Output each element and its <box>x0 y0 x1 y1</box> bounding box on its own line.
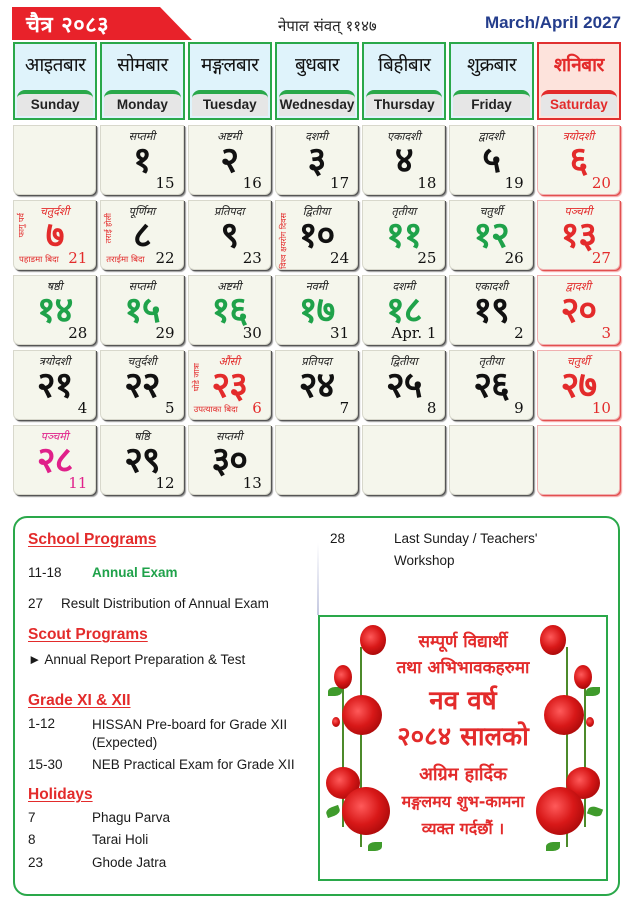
weekday-english-label: Sunday <box>17 90 93 116</box>
holiday-item <box>28 810 313 828</box>
bs-date-number: १६ <box>211 290 247 331</box>
event-text: Tarai Holi <box>92 832 149 847</box>
calendar-day-cell[interactable] <box>362 350 445 420</box>
ad-date-number: 30 <box>242 324 262 342</box>
event-text: Result Distribution of Annual Exam <box>61 596 269 611</box>
ad-date-number: 21 <box>68 249 88 267</box>
calendar-day-cell[interactable] <box>13 350 96 420</box>
tithi-label: चतुर्दशी <box>127 355 157 368</box>
bs-date-number: ३० <box>211 440 247 481</box>
weekday-english-label: Thursday <box>366 90 442 116</box>
event-date: 28 <box>330 531 346 546</box>
tithi-label: त्रयोदशी <box>562 130 595 143</box>
bs-date-number: ६ <box>569 140 588 181</box>
tithi-label: अष्टमी <box>217 130 242 143</box>
weekday-wednesday <box>275 42 359 120</box>
tithi-label: द्वादशी <box>478 130 504 143</box>
greeting-line: मङ्गलमय शुभ-कामना <box>401 792 525 811</box>
tithi-label: सप्तमी <box>215 430 243 443</box>
school-programs-heading: School Programs <box>28 531 157 548</box>
calendar-day-cell[interactable] <box>13 200 96 270</box>
ad-date-number: 24 <box>330 249 350 267</box>
calendar-day-cell[interactable] <box>100 350 183 420</box>
ad-date-number: 7 <box>339 399 350 417</box>
bs-date-number: २० <box>560 290 597 331</box>
calendar-day-cell[interactable] <box>100 125 183 195</box>
bs-date-number: ३ <box>307 140 326 181</box>
calendar-day-cell[interactable] <box>449 125 532 195</box>
tithi-label: पञ्चमी <box>564 205 593 218</box>
calendar-day-cell[interactable] <box>275 200 358 270</box>
calendar-day-cell[interactable] <box>275 125 358 195</box>
calendar-day-cell[interactable] <box>100 275 183 345</box>
tithi-label: नवमी <box>305 280 328 293</box>
scout-programs-heading: Scout Programs <box>28 626 148 643</box>
ad-date-number: 28 <box>68 324 88 342</box>
weekday-saturday <box>537 42 621 120</box>
calendar-grid <box>13 123 621 498</box>
calendar-day-cell[interactable] <box>449 350 532 420</box>
tithi-label: चतुर्थी <box>479 205 503 218</box>
nepal-sambat-year: नेपाल संवत् ११४७ <box>278 17 377 35</box>
calendar-day-cell[interactable] <box>537 200 620 270</box>
weekday-nepali-label: शुक्रबार <box>467 54 517 76</box>
event-text: Phagu Parva <box>92 810 171 825</box>
ad-date-number: 23 <box>242 249 262 267</box>
bs-date-number: २६ <box>473 365 509 406</box>
bs-date-number: १५ <box>124 290 160 331</box>
event-text: HISSAN Pre-board for Grade XII (Expected) <box>92 717 288 750</box>
grade-programs-heading: Grade XI & XII <box>28 692 131 709</box>
greeting-line: सम्पूर्ण विद्यार्थी <box>418 632 508 652</box>
ad-date-number: 26 <box>504 249 524 267</box>
weekday-english-label: Wednesday <box>279 90 355 116</box>
weekday-nepali-label: मङ्गलबार <box>201 54 259 76</box>
bs-date-number: २ <box>220 140 239 181</box>
school-program-item <box>28 565 308 583</box>
event-side-label: फागु पर्व <box>17 213 26 238</box>
calendar-day-cell[interactable] <box>188 125 271 195</box>
tithi-label: एकादशी <box>474 280 508 293</box>
new-year-greeting-card <box>318 615 608 881</box>
weekday-english-label: Friday <box>453 90 529 116</box>
ad-date-number: 8 <box>426 399 437 417</box>
calendar-day-cell[interactable] <box>275 275 358 345</box>
bs-date-number: २१ <box>36 365 73 406</box>
weekday-nepali-label: आइतबार <box>24 54 86 76</box>
event-date: 11-18 <box>28 565 62 580</box>
ad-date-number: 22 <box>155 249 175 267</box>
ad-date-number: 27 <box>591 249 611 267</box>
weekday-sunday <box>13 42 97 120</box>
tithi-label: पञ्चमी <box>40 430 69 443</box>
event-text: NEB Practical Exam for Grade XII <box>92 757 295 772</box>
ad-date-number: 11 <box>68 474 88 492</box>
weekday-monday <box>100 42 184 120</box>
bs-date-number: ११ <box>386 215 422 256</box>
tithi-label: एकादशी <box>387 130 421 143</box>
school-program-item <box>330 531 600 571</box>
ad-date-number: 31 <box>330 324 350 342</box>
ad-date-number: 15 <box>155 174 175 192</box>
ad-date-number: 12 <box>155 474 175 492</box>
calendar-day-cell[interactable] <box>537 350 620 420</box>
calendar-day-cell[interactable] <box>100 200 183 270</box>
event-date: 8 <box>28 832 36 847</box>
event-side-label: घोडे जात्रा <box>191 363 201 392</box>
weekday-thursday <box>362 42 446 120</box>
greeting-line: व्यक्त गर्दछौं । <box>421 819 505 838</box>
weekday-english-label: Monday <box>104 90 180 116</box>
ad-date-number: 13 <box>242 474 262 492</box>
holiday-note: तराईमा बिदा <box>106 255 145 265</box>
bs-date-number: १२ <box>473 215 509 256</box>
calendar-day-cell[interactable] <box>13 275 96 345</box>
weekday-nepali-label: बुधबार <box>294 54 340 76</box>
tithi-label: द्वितीया <box>302 205 331 218</box>
holiday-note: उपत्याका बिदा <box>193 405 238 415</box>
holiday-note: पहाडमा बिदा <box>19 255 59 265</box>
calendar-day-cell[interactable] <box>449 275 532 345</box>
ad-date-number: 18 <box>417 174 437 192</box>
holiday-item <box>28 855 313 873</box>
bs-date-number: १३ <box>560 215 597 256</box>
ad-date-number: 20 <box>591 174 611 192</box>
grade-program-item <box>28 757 313 775</box>
calendar-day-cell[interactable] <box>362 275 445 345</box>
calendar-day-cell[interactable] <box>537 125 620 195</box>
bs-date-number: २९ <box>124 440 160 481</box>
event-text: Last Sunday / Teachers' Workshop <box>394 531 538 568</box>
tithi-label: औंसी <box>218 355 240 368</box>
greeting-line: तथा अभिभावकहरुमा <box>396 658 530 678</box>
tithi-label: त्रयोदशी <box>38 355 71 368</box>
calendar-day-cell[interactable] <box>100 425 183 495</box>
greeting-line: अग्रिम हार्दिक <box>419 764 507 785</box>
tithi-label: तृतीया <box>478 355 504 368</box>
bs-date-number: २२ <box>124 365 160 406</box>
calendar-day-cell[interactable] <box>537 275 620 345</box>
event-side-label: तराई होली <box>104 213 114 244</box>
column-divider <box>317 543 319 615</box>
bs-date-number: ८ <box>133 215 151 256</box>
tithi-label: सप्तमी <box>128 130 156 143</box>
event-text: Annual Exam <box>92 565 178 580</box>
scout-program-item <box>28 652 318 670</box>
bs-date-number: २४ <box>298 365 335 406</box>
event-date: 23 <box>28 855 44 870</box>
weekday-friday <box>449 42 533 120</box>
bs-date-number: २७ <box>560 365 597 406</box>
ad-date-number: 2 <box>514 324 524 342</box>
bs-date-number: ५ <box>482 140 500 181</box>
ad-date-number: 29 <box>155 324 175 342</box>
weekday-nepali-label: शनिबार <box>553 54 604 76</box>
event-date: 7 <box>28 810 36 825</box>
ad-date-number: 5 <box>165 399 175 417</box>
tithi-label: चतुर्थी <box>566 355 590 368</box>
event-text: ► Annual Report Preparation & Test <box>28 652 246 667</box>
bs-date-number: १० <box>298 215 335 256</box>
tithi-label: सप्तमी <box>128 280 156 293</box>
month-title: चैत्र २०८३ <box>26 13 110 38</box>
calendar-day-cell[interactable] <box>188 425 271 495</box>
tithi-label: चतुर्दशी <box>39 205 70 218</box>
greeting-line: २०८४ सालको <box>397 722 529 752</box>
holiday-item <box>28 832 313 850</box>
greeting-line: नव वर्ष <box>429 686 497 716</box>
bs-date-number: १४ <box>36 290 73 331</box>
calendar-day-cell[interactable] <box>188 200 271 270</box>
school-program-item <box>28 596 318 614</box>
tithi-label: पूर्णिमा <box>128 205 156 218</box>
gregorian-month-title: March/April 2027 <box>484 13 621 32</box>
calendar-day-cell[interactable] <box>362 125 445 195</box>
event-date: 15-30 <box>28 757 63 772</box>
bs-date-number: १९ <box>473 290 509 331</box>
ad-date-number: Apr. 1 <box>391 324 437 342</box>
calendar-empty-cell <box>362 425 445 495</box>
tithi-label: षष्ठि <box>134 430 150 443</box>
tithi-label: प्रतिपदा <box>214 205 245 218</box>
event-side-label: विश्व क्षयरोग दिवस <box>278 213 288 269</box>
calendar-empty-cell <box>275 425 358 495</box>
weekday-tuesday <box>188 42 272 120</box>
grade-program-item <box>28 716 313 752</box>
calendar-empty-cell <box>13 125 96 195</box>
weekday-english-label: Tuesday <box>192 90 268 116</box>
holidays-heading: Holidays <box>28 786 93 803</box>
bs-date-number: १ <box>133 140 151 181</box>
bs-date-number: १८ <box>386 290 422 331</box>
tithi-label: दशमी <box>392 280 416 293</box>
calendar-empty-cell <box>537 425 620 495</box>
calendar-day-cell[interactable] <box>449 200 532 270</box>
weekday-english-label: Saturday <box>541 90 617 116</box>
ad-date-number: 9 <box>514 399 524 417</box>
tithi-label: प्रतिपदा <box>301 355 332 368</box>
tithi-label: अष्टमी <box>217 280 242 293</box>
tithi-label: तृतीया <box>391 205 417 218</box>
ad-date-number: 4 <box>77 399 88 417</box>
bs-date-number: २५ <box>386 365 422 406</box>
event-date: 27 <box>28 596 44 611</box>
bs-date-number: १७ <box>298 290 335 331</box>
bs-date-number: २३ <box>211 365 247 406</box>
ad-date-number: 3 <box>601 324 611 342</box>
ad-date-number: 19 <box>504 174 524 192</box>
programs-panel <box>13 516 620 896</box>
ad-date-number: 10 <box>591 399 611 417</box>
ad-date-number: 6 <box>252 399 262 417</box>
bs-date-number: ४ <box>394 140 413 181</box>
calendar-day-cell[interactable] <box>362 200 445 270</box>
tithi-label: षष्ठी <box>46 280 63 293</box>
ad-date-number: 17 <box>330 174 350 192</box>
bs-date-number: ९ <box>220 215 239 256</box>
weekday-header-row <box>13 42 621 120</box>
calendar-day-cell[interactable] <box>275 350 358 420</box>
bs-date-number: २८ <box>36 440 73 481</box>
event-text: Ghode Jatra <box>92 855 167 870</box>
calendar-day-cell[interactable] <box>188 350 271 420</box>
weekday-nepali-label: बिहीबार <box>378 54 431 76</box>
tithi-label: द्वितीया <box>390 355 418 368</box>
tithi-label: दशमी <box>305 130 328 143</box>
calendar-day-cell[interactable] <box>13 425 96 495</box>
calendar-day-cell[interactable] <box>188 275 271 345</box>
calendar-empty-cell <box>449 425 532 495</box>
ad-date-number: 16 <box>242 174 262 192</box>
bs-date-number: ७ <box>45 215 64 256</box>
tithi-label: द्वादशी <box>565 280 592 293</box>
weekday-nepali-label: सोमबार <box>117 54 168 76</box>
month-banner <box>12 7 192 40</box>
event-date: 1-12 <box>28 716 56 731</box>
ad-date-number: 25 <box>417 249 437 267</box>
